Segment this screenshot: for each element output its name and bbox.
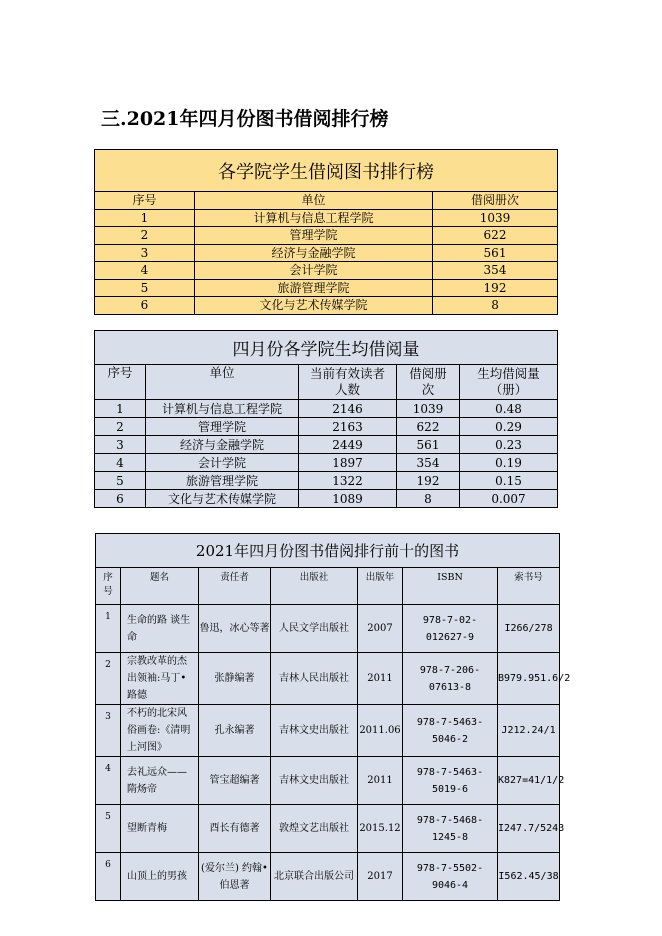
column-header: 单位: [195, 192, 433, 210]
cell-rank: 4: [95, 262, 195, 280]
cell-per-capita: 0.29: [460, 418, 558, 436]
cell-call-number: I562.45/38: [498, 853, 560, 901]
cell-year: 2011.06: [358, 705, 403, 757]
column-header: 借阅册次: [397, 365, 460, 400]
cell-year: 2017: [358, 853, 403, 901]
cell-year: 2015.12: [358, 805, 403, 853]
cell-rank: 5: [96, 805, 121, 853]
table-row: [96, 653, 560, 705]
table-row: [95, 227, 558, 245]
cell-isbn: 978-7-02-012627-9: [403, 605, 498, 653]
cell-rank: 1: [95, 209, 195, 227]
cell-borrow-count: 1039: [433, 209, 558, 227]
cell-isbn: 978-7-5463-5019-6: [403, 757, 498, 805]
cell-college: 计算机与信息工程学院: [195, 209, 433, 227]
cell-rank: 2: [95, 418, 146, 436]
table-row: [96, 605, 560, 653]
cell-publisher: 吉林人民出版社: [271, 653, 358, 705]
table-row: [95, 490, 558, 508]
cell-college: 旅游管理学院: [146, 472, 299, 490]
cell-title: 生命的路 谈生命: [121, 605, 199, 653]
cell-rank: 5: [95, 472, 146, 490]
cell-borrow-count: 192: [397, 472, 460, 490]
table-row: [95, 297, 558, 315]
column-header: 单位: [146, 365, 299, 400]
cell-rank: 5: [95, 279, 195, 297]
page-heading: 三.2021年四月份图书借阅排行榜: [101, 108, 389, 130]
cell-readers: 2146: [299, 400, 397, 418]
cell-per-capita: 0.23: [460, 436, 558, 454]
cell-author: 鲁迅，冰心等著: [199, 605, 271, 653]
cell-college: 文化与艺术传媒学院: [146, 490, 299, 508]
cell-per-capita: 0.15: [460, 472, 558, 490]
cell-readers: 2449: [299, 436, 397, 454]
cell-readers: 1897: [299, 454, 397, 472]
cell-borrow-count: 622: [433, 227, 558, 245]
cell-rank: 4: [96, 757, 121, 805]
cell-publisher: 北京联合出版公司: [271, 853, 358, 901]
cell-college: 经济与金融学院: [195, 244, 433, 262]
cell-college: 文化与艺术传媒学院: [195, 297, 433, 315]
cell-author: 张静编著: [199, 653, 271, 705]
column-header: ISBN: [403, 568, 498, 605]
cell-college: 计算机与信息工程学院: [146, 400, 299, 418]
table-row: [95, 209, 558, 227]
cell-isbn: 978-7-5502-9046-4: [403, 853, 498, 901]
column-header: 出版年: [358, 568, 403, 605]
cell-rank: 3: [95, 244, 195, 262]
cell-call-number: B979.951.6/2: [498, 653, 560, 705]
cell-rank: 1: [96, 605, 121, 653]
cell-author: 管宝超编著: [199, 757, 271, 805]
cell-title: 山顶上的男孩: [121, 853, 199, 901]
table-title: 2021年四月份图书借阅排行前十的图书: [96, 534, 560, 568]
column-header: 序号: [95, 192, 195, 210]
cell-title: 宗教改革的杰出领袖:马丁•路德: [121, 653, 199, 705]
cell-college: 会计学院: [146, 454, 299, 472]
cell-per-capita: 0.007: [460, 490, 558, 508]
cell-borrow-count: 622: [397, 418, 460, 436]
cell-publisher: 人民文学出版社: [271, 605, 358, 653]
cell-borrow-count: 8: [397, 490, 460, 508]
table-header-row: [95, 192, 558, 210]
per-capita-borrow-table: [94, 330, 558, 508]
table-header-row: [95, 365, 558, 400]
table-row: [95, 262, 558, 280]
cell-isbn: 978-7-206-07613-8: [403, 653, 498, 705]
cell-college: 管理学院: [146, 418, 299, 436]
column-header: 索书号: [498, 568, 560, 605]
cell-rank: 6: [95, 490, 146, 508]
cell-borrow-count: 354: [433, 262, 558, 280]
cell-publisher: 敦煌文艺出版社: [271, 805, 358, 853]
cell-rank: 1: [95, 400, 146, 418]
cell-rank: 2: [96, 653, 121, 705]
college-borrow-ranking-table: [94, 149, 558, 315]
cell-rank: 6: [96, 853, 121, 901]
cell-per-capita: 0.19: [460, 454, 558, 472]
table-row: [95, 454, 558, 472]
cell-per-capita: 0.48: [460, 400, 558, 418]
table-title: 各学院学生借阅图书排行榜: [95, 150, 558, 192]
cell-year: 2011: [358, 757, 403, 805]
cell-title: 望断青梅: [121, 805, 199, 853]
column-header: 生均借阅量（册）: [460, 365, 558, 400]
table-row: [95, 244, 558, 262]
cell-borrow-count: 354: [397, 454, 460, 472]
table-header-row: [96, 568, 560, 605]
column-header: 当前有效读者人数: [299, 365, 397, 400]
cell-rank: 6: [95, 297, 195, 315]
cell-rank: 2: [95, 227, 195, 245]
cell-publisher: 吉林文史出版社: [271, 705, 358, 757]
cell-borrow-count: 192: [433, 279, 558, 297]
cell-borrow-count: 1039: [397, 400, 460, 418]
cell-title: 不朽的北宋风俗画卷:《清明上河图》: [121, 705, 199, 757]
cell-readers: 2163: [299, 418, 397, 436]
cell-rank: 3: [95, 436, 146, 454]
cell-college: 会计学院: [195, 262, 433, 280]
cell-call-number: I247.7/5243: [498, 805, 560, 853]
table-row: [96, 853, 560, 901]
column-header: 题名: [121, 568, 199, 605]
column-header: 出版社: [271, 568, 358, 605]
cell-call-number: I266/278: [498, 605, 560, 653]
cell-year: 2011: [358, 653, 403, 705]
cell-isbn: 978-7-5463-5046-2: [403, 705, 498, 757]
cell-call-number: J212.24/1: [498, 705, 560, 757]
cell-college: 管理学院: [195, 227, 433, 245]
column-header: 序号: [95, 365, 146, 400]
table-row: [95, 400, 558, 418]
cell-year: 2007: [358, 605, 403, 653]
table-row: [96, 705, 560, 757]
column-header: 序号: [96, 568, 121, 605]
top-books-table: [95, 533, 571, 901]
cell-title: 去礼远众——隋炀帝: [121, 757, 199, 805]
cell-borrow-count: 561: [397, 436, 460, 454]
table-row: [96, 757, 560, 805]
cell-author: 酉长有德著: [199, 805, 271, 853]
cell-rank: 3: [96, 705, 121, 757]
column-header: 借阅册次: [433, 192, 558, 210]
table-row: [95, 279, 558, 297]
cell-author: (爱尔兰) 约翰•伯恩著: [199, 853, 271, 901]
cell-call-number: K827=41/1/2: [498, 757, 560, 805]
cell-author: 孔永编著: [199, 705, 271, 757]
table-title: 四月份各学院生均借阅量: [95, 331, 558, 365]
cell-college: 经济与金融学院: [146, 436, 299, 454]
table-row: [95, 436, 558, 454]
table-row: [95, 418, 558, 436]
cell-readers: 1322: [299, 472, 397, 490]
cell-isbn: 978-7-5468-1245-8: [403, 805, 498, 853]
column-header: 责任者: [199, 568, 271, 605]
cell-readers: 1089: [299, 490, 397, 508]
table-row: [95, 472, 558, 490]
cell-publisher: 吉林文史出版社: [271, 757, 358, 805]
cell-borrow-count: 561: [433, 244, 558, 262]
cell-rank: 4: [95, 454, 146, 472]
cell-borrow-count: 8: [433, 297, 558, 315]
cell-college: 旅游管理学院: [195, 279, 433, 297]
table-row: [96, 805, 560, 853]
